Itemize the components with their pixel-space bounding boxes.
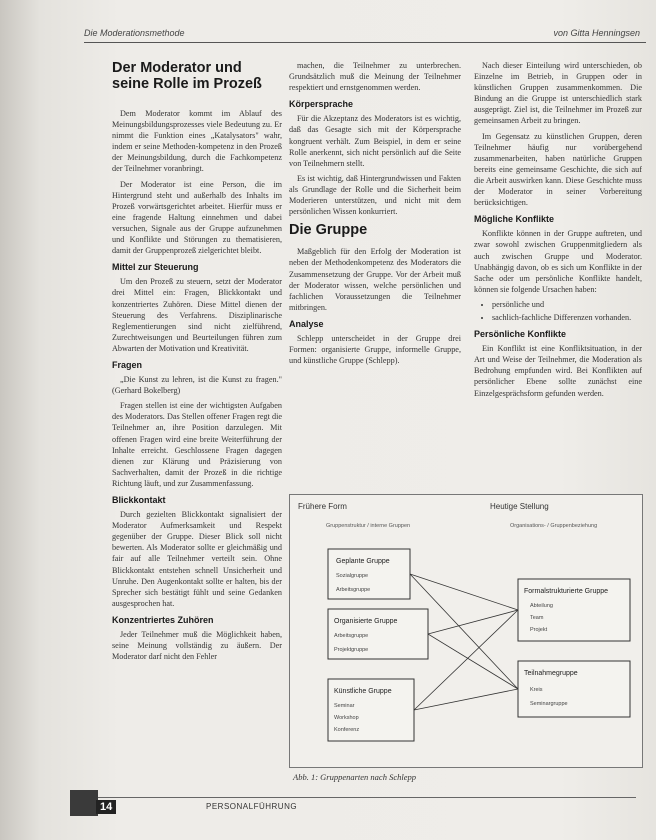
svg-text:Projekt: Projekt <box>530 627 548 633</box>
paragraph: Durch gezielten Blickkontakt signalisiert der Moderator Aufmerksamkeit und Respekt gegenüber der Gruppe. Dieser Blick soll nicht bewerten. Als Moderator sollte er gleichmäßig und fair auf alle Teilnehmer verteilt sein. Ohne Blickkontakt entstehen schnell Unsicherheit und Unruhe. Den Augenkontakt sollte er halten, bis der Sprecher sich bestätigt fühlt und seine Gedanken ausgesprochen hat. <box>112 510 282 608</box>
magazine-name: PERSONALFÜHRUNG <box>206 802 298 811</box>
svg-text:Konferenz: Konferenz <box>334 727 360 733</box>
paragraph: Für die Akzeptanz des Moderators ist es wichtig, daß das Gesagte sich mit der Körpersprache kongruent verhält. Zum Beispiel, in dem er seine Rolle anerkennt, sich nicht persönlich auf die Seite von Teilnehmern stellt. <box>289 114 461 168</box>
svg-text:Sozialgruppe: Sozialgruppe <box>336 573 369 579</box>
svg-text:Arbeitsgruppe: Arbeitsgruppe <box>334 633 369 639</box>
diagram-box-organized-group <box>328 609 428 659</box>
diagram-box-participant-group <box>518 661 630 717</box>
group-diagram-figure <box>289 494 643 768</box>
svg-text:Kreis: Kreis <box>530 687 543 693</box>
article-title: Der Moderator und seine Rolle im Prozeß <box>112 60 262 92</box>
svg-text:Abteilung: Abteilung <box>530 603 553 609</box>
section-heading: Die Gruppe <box>289 222 368 239</box>
svg-text:Team: Team <box>530 615 544 621</box>
header-rule <box>84 42 646 43</box>
subheading: Fragen <box>112 359 143 370</box>
subheading: Konzentriertes Zuhören <box>112 614 214 625</box>
svg-text:Geplante Gruppe: Geplante Gruppe <box>336 558 390 565</box>
paragraph: Im Gegensatz zu künstlichen Gruppen, deren Teilnehmer häufig nur vorübergehend zusammenarbeiten, haben natürliche Gruppen bereits eine gemeinsame Geschichte, die sich auf die Arbeit auswirken kann. Diese Geschichte muss der Moderator in seiner Vorbereitung berücksichtigen. <box>474 131 642 208</box>
footer-rule <box>84 797 636 798</box>
subheading: Mögliche Konflikte <box>474 214 555 225</box>
diagram-box-planned-group <box>328 549 410 599</box>
page-edge-strip <box>70 790 98 816</box>
paragraph: Nach dieser Einteilung wird unterschieden, ob Einzelne im Betrieb, in Gruppen oder in künstlichen Gruppen zusammenkommen. Die Bindung an die Gruppe ist unterschiedlich stark ausgeprägt. Ziel ist, die Teilnehmer im Prozeß zur gemeinsamen Arbeit zu bringen. <box>474 61 642 126</box>
paragraph: Um den Prozeß zu steuern, setzt der Moderator drei Mittel ein: Fragen, Blickkontakt und konzentriertes Zuhören. Diese Mittel dienen der Steuerung des Verfahrens. Disziplinarische Reglementierungen sind nicht zielführend, Zurechtweisungen und Beurteilungen führen zum Abwarten der Motivation und Kreativität. <box>112 277 282 353</box>
paragraph: Der Moderator ist eine Person, die im Hintergrund steht und außerhalb des Inhalts im Prozeß vorwärtsgerichtet arbeitet. Hierfür muss er eine fragende Haltung einnehmen und dabei versuchen, Signale aus der Gruppe aufzunehmen und Konflikte und Störungen zu thematisieren, damit der Gruppenprozeß zielgerichtet bleibt. <box>112 179 282 256</box>
subheading: Körpersprache <box>289 99 354 110</box>
page-number: 14 <box>96 800 116 814</box>
svg-text:Teilnahmegruppe: Teilnahmegruppe <box>524 670 578 677</box>
svg-text:Organisierte Gruppe: Organisierte Gruppe <box>334 618 398 625</box>
svg-text:Seminargruppe: Seminargruppe <box>530 701 568 707</box>
group-diagram <box>290 495 642 767</box>
figure-right-title: Heutige Stellung <box>490 502 549 511</box>
figure-right-subtitle: Organisations- / Gruppenbeziehung <box>510 523 598 529</box>
svg-text:Workshop: Workshop <box>334 715 359 721</box>
text-column-2 <box>289 60 461 370</box>
paragraph: Schlepp unterscheidet in der Gruppe drei Formen: organisierte Gruppe, informelle Gruppe, und künstliche Gruppe (Schlepp). <box>289 333 461 366</box>
figure-left-title: Frühere Form <box>298 502 347 511</box>
paragraph: machen, die Teilnehmer zu unterbrechen. Grundsätzlich muß die Meinung der Teilnehmer respektiert und ernstgenommen werden. <box>289 61 461 93</box>
subheading: Mittel zur Steuerung <box>112 262 199 273</box>
svg-text:Seminar: Seminar <box>334 703 355 709</box>
figure-left-subtitle: Gruppenstruktur / interne Gruppen <box>326 523 411 529</box>
subheading: Persönliche Konflikte <box>474 329 567 340</box>
svg-text:Künstliche Gruppe: Künstliche Gruppe <box>334 688 392 695</box>
text-column-3 <box>474 60 642 403</box>
running-header-left: Die Moderationsmethode <box>84 28 185 38</box>
subheading: Analyse <box>289 318 324 329</box>
paragraph: Maßgeblich für den Erfolg der Moderation ist neben der Methodenkompetenz des Moderators die Zusammensetzung der Gruppe. Vor der Arbeit muß der Moderator wissen, welche persönlichen und fachlichen Voraussetzungen die Teilnehmer mitbringen. <box>289 247 461 312</box>
running-header-right: von Gitta Henningsen <box>553 28 640 38</box>
bullet-list <box>484 299 642 323</box>
paragraph: Fragen stellen ist eine der wichtigsten Aufgaben des Moderators. Das Stellen offener Fragen regt die Teilnehmer an, ihre Position darzulegen. Mit offenen Fragen wird eine breite Weiterführung der Inhalte erreicht. Geschlossene Fragen dagegen dienen zur Klärung und Präzisierung von Sachverhalten, damit der Prozeß in die richtige Richtung läuft, und zur Zusammenfassung. <box>112 401 282 488</box>
text-column-1 <box>112 108 282 666</box>
diagram-box-formal-group <box>518 579 630 641</box>
diagram-box-artificial-group <box>328 679 414 741</box>
svg-text:Formalstrukturierte Gruppe: Formalstrukturierte Gruppe <box>524 588 609 595</box>
paragraph: Dem Moderator kommt im Ablauf des Meinungsbildungsprozesses viele Bedeutung zu. Er nimmt die Funktion eines „Katalysators" wahr, indem er seine Methoden-kompetenz in den Prozeß der Meinungsbildung, durch die Fachkompetenz der Teilnehmer voranbringt. <box>112 109 282 174</box>
list-item: • persönliche und <box>492 299 642 310</box>
list-item: • sachlich-fachliche Differenzen vorhanden. <box>492 312 642 323</box>
subheading: Blickkontakt <box>112 495 166 505</box>
paragraph: Es ist wichtig, daß Hintergrundwissen und Fakten als Grundlage der Rolle und die Sicherheit beim Moderieren unterstützen, und nicht mit dem persönlichen Wissen konkurriert. <box>289 173 461 217</box>
paragraph: Ein Konflikt ist eine Konfliktsituation, in der Art und Weise der Teilnehmer, die Moderation als Bedrohung empfunden wird. Bei Konflikten auf persönlicher Ebene sollte zunächst eine Einzelgesprächsform gefunden werden. <box>474 344 642 398</box>
paragraph: Jeder Teilnehmer muß die Möglichkeit haben, seine Meinung vollständig zu äußern. Der Moderator darf nicht den Fehler <box>112 630 282 662</box>
svg-text:Projektgruppe: Projektgruppe <box>334 647 369 653</box>
svg-text:Arbeitsgruppe: Arbeitsgruppe <box>336 587 371 593</box>
quote: „Die Kunst zu lehren, ist die Kunst zu fragen." (Gerhard Bokelberg) <box>112 375 282 396</box>
paragraph: Konflikte können in der Gruppe auftreten, und zwar sowohl zwischen Gruppenmitgliedern als auch zwischen Gruppe und Moderator. Unabhängig davon, ob es sich um Konflikte in der Sache oder um persönliche Konflikte handelt, können sie folgende Ursachen haben: <box>474 229 642 294</box>
figure-caption: Abb. 1: Gruppenarten nach Schlepp <box>293 772 416 782</box>
